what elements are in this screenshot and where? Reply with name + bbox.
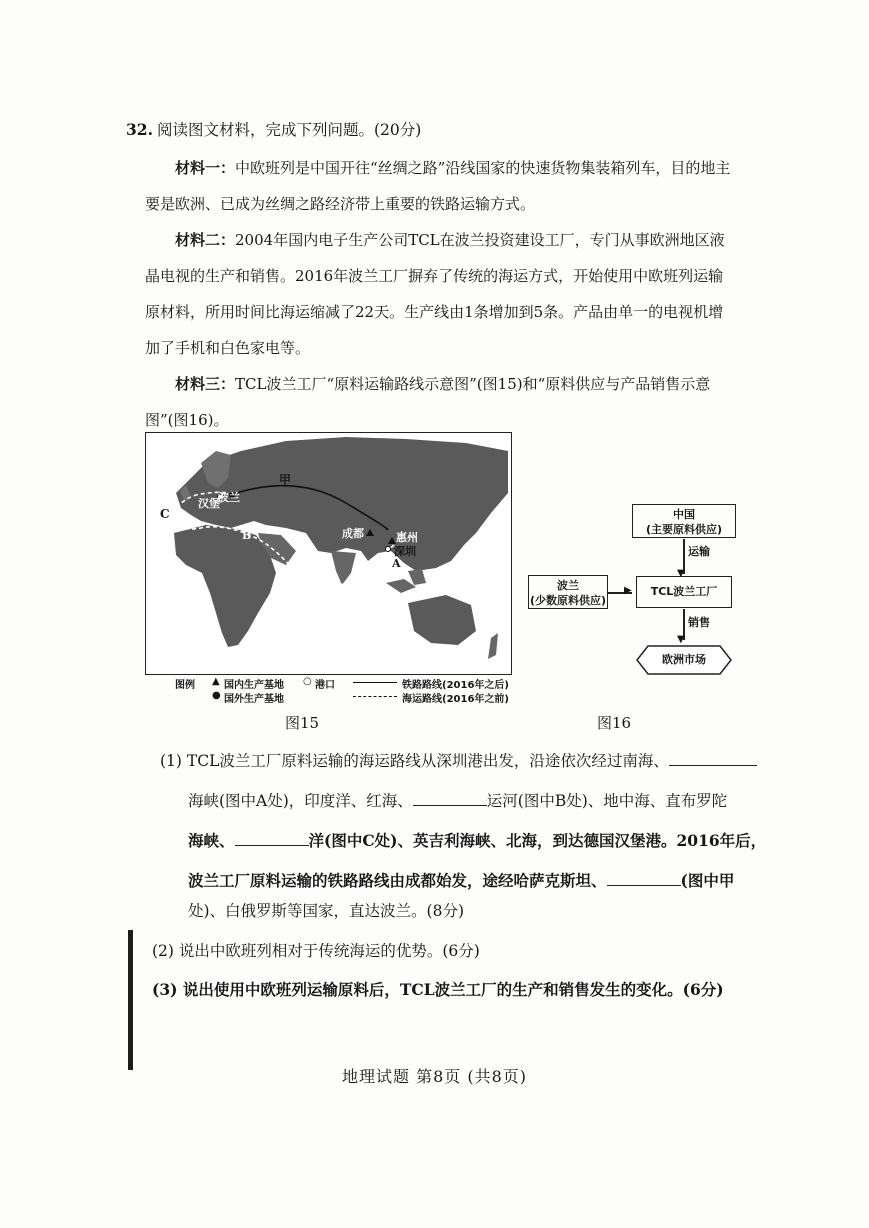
material-label: 材料三： xyxy=(175,375,236,393)
flow-factory-box: TCL波兰工厂 xyxy=(636,576,732,608)
page-footer: 地理试题 第8页 (共8页) xyxy=(341,1067,528,1086)
new-zealand-landmass xyxy=(488,633,498,659)
subquestion-1-line-3 xyxy=(188,821,766,861)
material-text: 中欧班列是中国开往“丝绸之路”沿线国家的快速货物集装箱列车，目的地主要是欧洲、已成为丝绸之路经济带上重要的铁路运输方式。 xyxy=(145,159,731,213)
world-map-graphic xyxy=(146,433,511,674)
map-label-chengdu: 成都 xyxy=(342,527,364,540)
subquestion-1-text: (1) TCL波兰工厂原料运输的海运路线从深圳港出发，沿途依次经过南海、 xyxy=(160,752,669,770)
subquestion-1-text: (图中甲 xyxy=(680,871,735,890)
route-map xyxy=(145,432,512,675)
answer-blank-strait-a[interactable] xyxy=(669,751,757,766)
figure-15-caption: 图15 xyxy=(285,714,320,732)
map-label-b: B xyxy=(242,529,252,542)
legend-sea: 海运路线(2016年之前) xyxy=(402,694,509,705)
map-label-shenzhen: 深圳 xyxy=(394,545,416,558)
legend-foreign-base: 国外生产基地 xyxy=(224,694,284,705)
question-number: 32. xyxy=(126,120,153,139)
flow-sales-label: 销售 xyxy=(688,616,710,629)
map-label-hamburg: 汉堡 xyxy=(198,497,220,510)
flow-arrowhead-down-icon: ▼ xyxy=(677,568,685,579)
map-label-jia: 甲 xyxy=(279,473,292,487)
india-landmass xyxy=(331,551,356,585)
legend-rail-line xyxy=(353,682,397,683)
legend-port: 港口 xyxy=(315,680,335,691)
subquestion-1-line-2 xyxy=(188,781,727,821)
flow-poland-note: (少数原料供应) xyxy=(529,594,607,607)
answer-blank-ocean-c[interactable] xyxy=(235,831,309,846)
materials-block xyxy=(145,150,735,438)
australia-landmass xyxy=(408,595,476,645)
legend-domestic-base: 国内生产基地 xyxy=(224,680,284,691)
question-prompt: 阅读图文材料，完成下列问题。(20分) xyxy=(156,121,422,139)
subquestion-1-line-5: 处)、白俄罗斯等国家，直达波兰。(8分) xyxy=(188,902,465,920)
flow-poland-title: 波兰 xyxy=(557,579,579,592)
subquestion-1-text: 洋(图中C处)、英吉利海峡、北海，到达德国汉堡港。2016年后， xyxy=(308,831,767,850)
flow-poland-box xyxy=(528,575,608,609)
subquestion-3: (3) 说出使用中欧班列运输原料后，TCL波兰工厂的生产和销售发生的变化。(6分) xyxy=(152,980,724,999)
map-label-poland: 波兰 xyxy=(218,491,240,504)
material-label: 材料二： xyxy=(175,231,236,249)
subquestion-2: (2) 说出中欧班列相对于传统海运的优势。(6分) xyxy=(152,942,480,960)
flow-china-title: 中国 xyxy=(673,508,695,521)
figure-16-caption: 图16 xyxy=(597,714,632,732)
legend-triangle-icon: ▲ xyxy=(212,676,220,687)
shenzhen-port-marker xyxy=(386,547,391,552)
sea-islands xyxy=(386,569,426,593)
subquestion-1-text: 波兰工厂原料运输的铁路路线由成都始发，途经哈萨克斯坦、 xyxy=(188,871,607,890)
material-2 xyxy=(145,222,735,366)
subquestion-1-line-1 xyxy=(160,741,757,781)
legend-rail: 铁路路线(2016年之后) xyxy=(402,680,509,691)
legend-dot-icon: ● xyxy=(212,690,221,701)
material-1 xyxy=(145,150,735,222)
flow-china-note: (主要原料供应) xyxy=(645,523,723,536)
flow-china-box xyxy=(632,504,736,538)
material-3 xyxy=(145,366,735,438)
material-text: TCL波兰工厂“原料运输路线示意图”(图15)和“原料供应与产品销售示意图”(图16)。 xyxy=(145,375,711,429)
legend-title: 图例 xyxy=(175,680,195,691)
flow-arrowhead-down-icon: ▼ xyxy=(677,634,685,645)
answer-blank-country-jia[interactable] xyxy=(607,871,681,886)
subquestion-1-text: 运河(图中B处)、地中海、直布罗陀 xyxy=(486,792,728,810)
map-label-a: A xyxy=(392,557,401,570)
legend-port-icon: ○ xyxy=(303,676,312,687)
scan-margin-bar xyxy=(128,930,133,1070)
answer-blank-canal-b[interactable] xyxy=(413,791,487,806)
africa-landmass xyxy=(174,525,276,647)
material-label: 材料一： xyxy=(175,159,236,177)
map-label-c: C xyxy=(160,507,170,521)
legend-sea-line xyxy=(353,696,397,697)
flow-market-label: 欧洲市场 xyxy=(662,653,706,666)
flow-transport-label: 运输 xyxy=(688,545,710,558)
subquestion-1-text: 海峡、 xyxy=(188,831,235,850)
flow-arrowhead-right-icon: ▶ xyxy=(624,585,632,596)
material-text: 2004年国内电子生产公司TCL在波兰投资建设工厂，专门从事欧洲地区液晶电视的生产和销售。2016年波兰工厂摒弃了传统的海运方式，开始使用中欧班列运输原材料，所用时间比海运缩减了22天。生产线由1条增加到5条。产品由单一的电视机增加了手机和白色家电等。 xyxy=(145,231,725,357)
question-header xyxy=(126,118,421,140)
map-label-huizhou: 惠州 xyxy=(396,531,418,544)
subquestion-1-text: 海峡(图中A处)，印度洋、红海、 xyxy=(188,792,413,810)
